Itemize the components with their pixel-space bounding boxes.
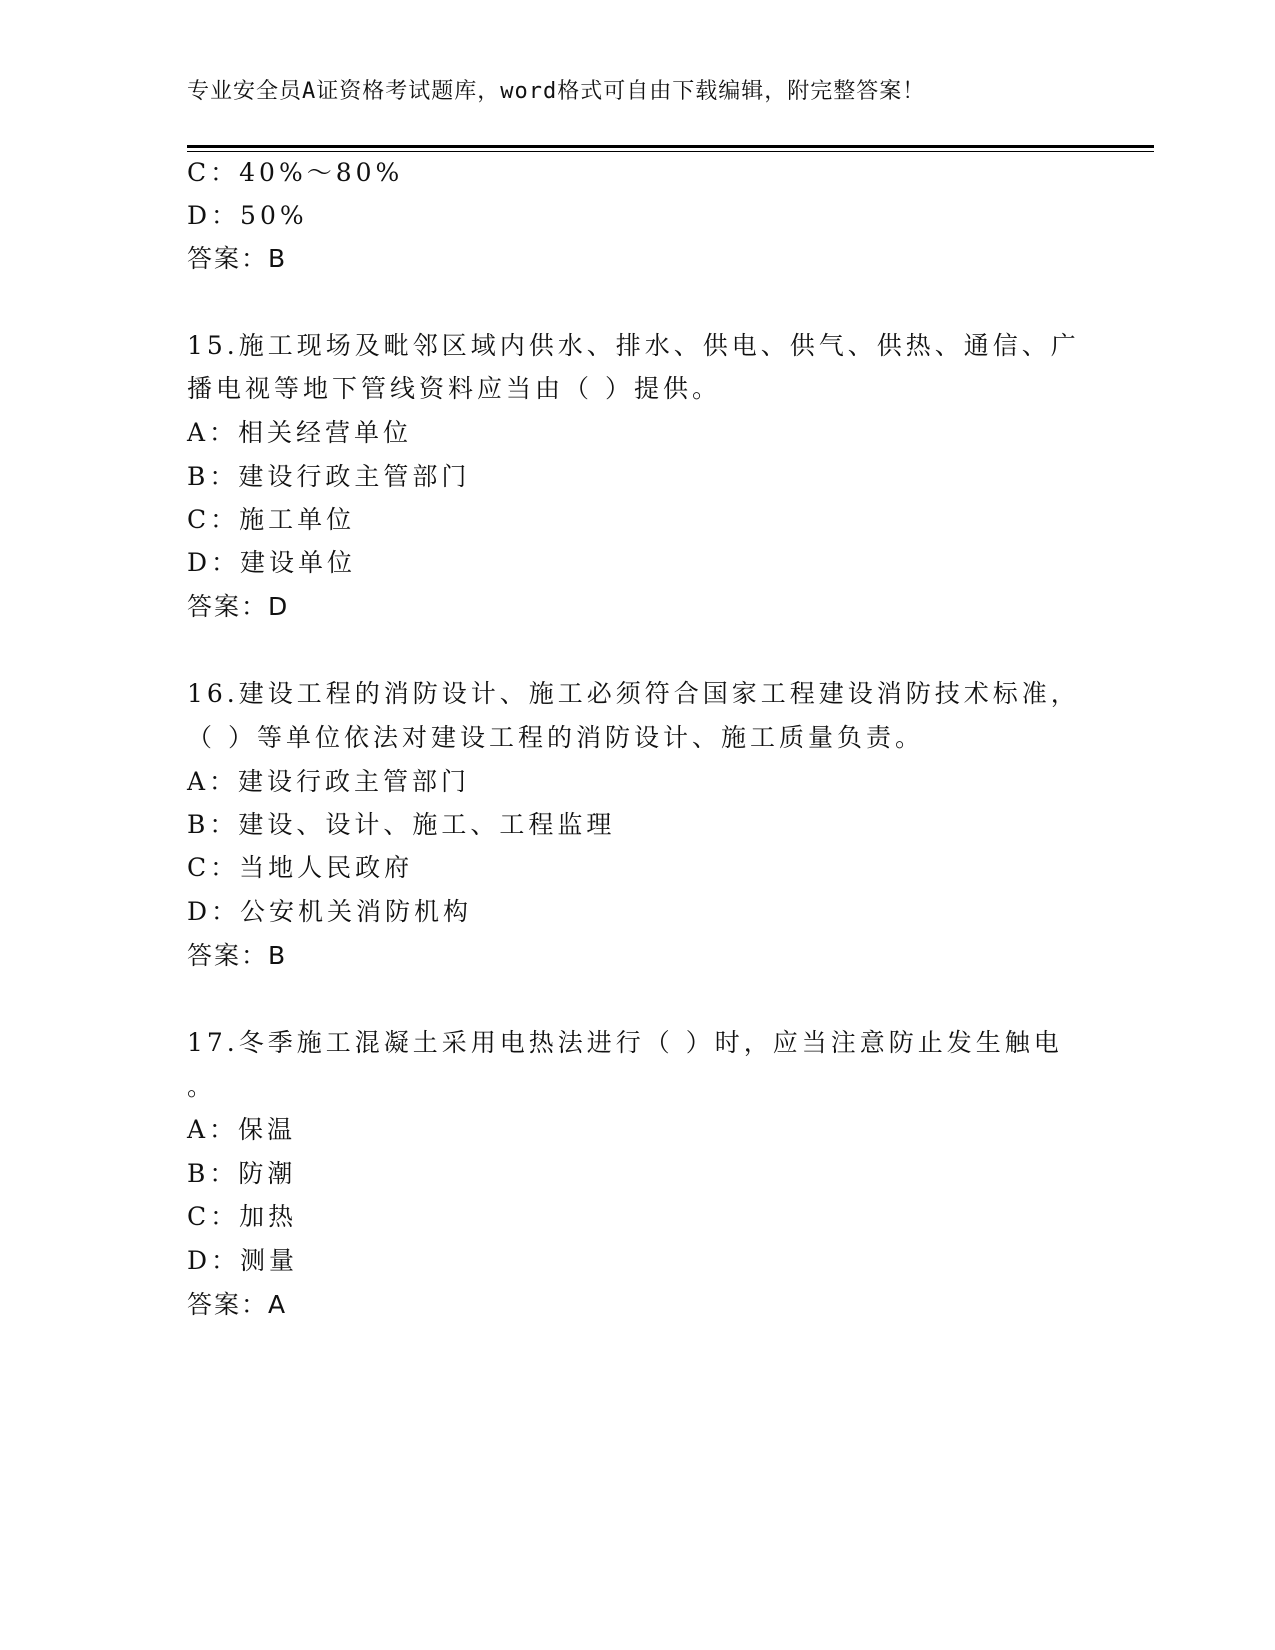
- header-divider: [187, 145, 1154, 148]
- answer-line: 答案：B: [187, 244, 288, 273]
- question-stem: 16.建设工程的消防设计、施工必须符合国家工程建设消防技术标准，: [187, 679, 1080, 708]
- question-stem: 17.冬季施工混凝土采用电热法进行（ ）时，应当注意防止发生触电: [187, 1028, 1063, 1057]
- question-stem: 15.施工现场及毗邻区域内供水、排水、供电、供气、供热、通信、广: [187, 331, 1080, 360]
- option-c: C：40%～80%: [187, 158, 404, 187]
- answer-line: 答案：B: [187, 941, 288, 970]
- option-d: D：公安机关消防机构: [187, 897, 473, 926]
- question-stem-continued: （ ）等单位依法对建设工程的消防设计、施工质量负责。: [187, 723, 924, 752]
- option-c: C：加热: [187, 1202, 298, 1231]
- option-d: D：建设单位: [187, 548, 357, 577]
- answer-line: 答案：D: [187, 592, 290, 621]
- option-d: D：50%: [187, 201, 308, 230]
- question-stem-continued: 播电视等地下管线资料应当由（ ）提供。: [187, 374, 721, 403]
- option-b: B：建设行政主管部门: [187, 462, 471, 491]
- option-b: B：建设、设计、施工、工程监理: [187, 810, 616, 839]
- option-c: C：施工单位: [187, 505, 356, 534]
- option-a: A：建设行政主管部门: [187, 767, 471, 796]
- question-stem-continued: 。: [187, 1072, 217, 1101]
- option-b: B：防潮: [187, 1159, 297, 1188]
- option-d: D：测量: [187, 1246, 299, 1275]
- header-divider-thin: [187, 151, 1154, 152]
- option-a: A：相关经营单位: [187, 418, 413, 447]
- answer-line: 答案：A: [187, 1290, 288, 1319]
- option-c: C：当地人民政府: [187, 853, 414, 882]
- page-header: 专业安全员A证资格考试题库，word格式可自由下载编辑，附完整答案！: [187, 79, 926, 104]
- option-a: A：保温: [187, 1115, 297, 1144]
